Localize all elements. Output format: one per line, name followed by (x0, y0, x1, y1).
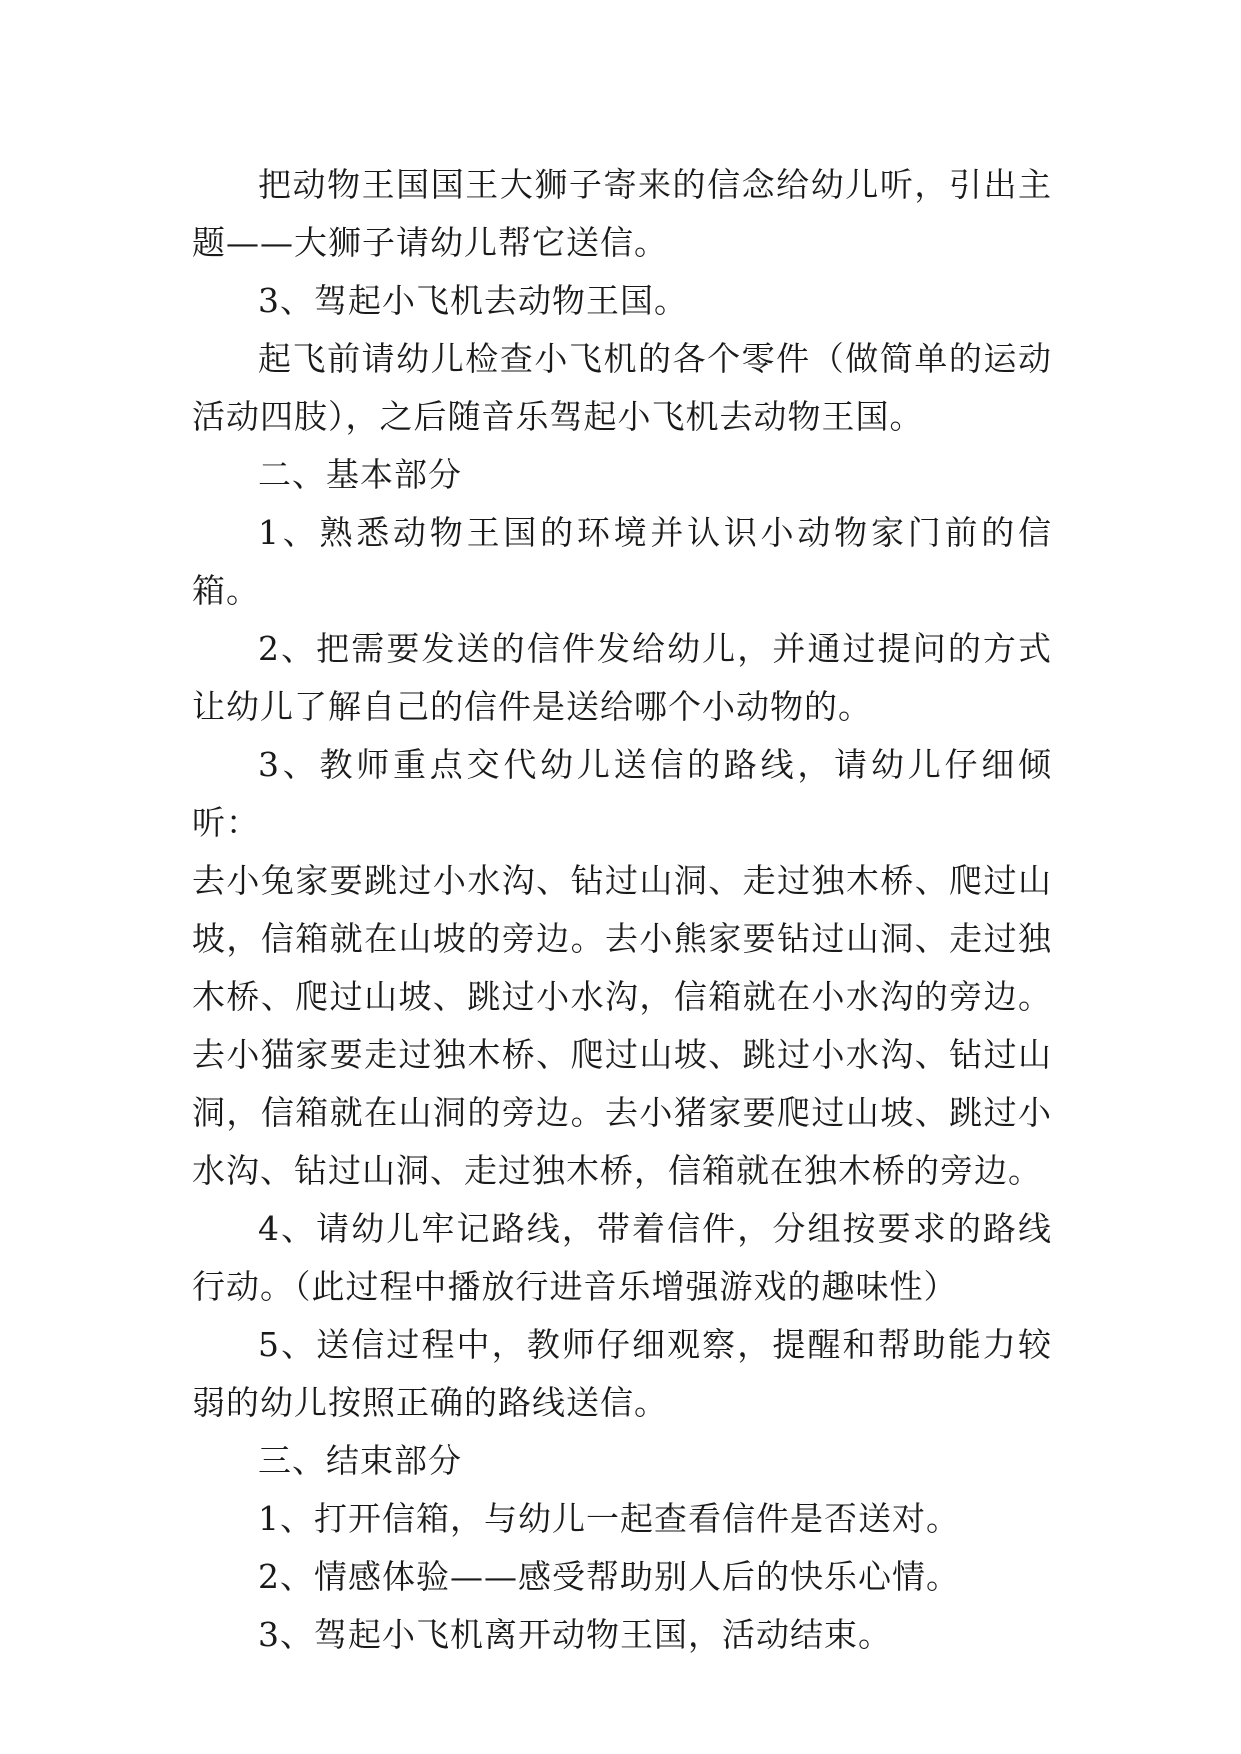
paragraph-ending-1: 1、打开信箱，与幼儿一起查看信件是否送对。 (258, 1499, 960, 1538)
paragraph-ending-3: 3、驾起小飞机离开动物王国，活动结束。 (258, 1615, 892, 1654)
paragraph-intro-letter: 把动物王国国王大狮子寄来的信念给幼儿听，引出主题——大狮子请幼儿帮它送信。 (192, 165, 1052, 262)
section-heading-ending: 三、结束部分 (258, 1441, 462, 1480)
paragraph-preflight-check: 起飞前请幼儿检查小飞机的各个零件（做简单的运动活动四肢），之后随音乐驾起小飞机去动物王国。 (192, 339, 1052, 436)
paragraph-basic-1: 1、熟悉动物王国的环境并认识小动物家门前的信箱。 (192, 513, 1052, 610)
paragraph-basic-2: 2、把需要发送的信件发给幼儿，并通过提问的方式让幼儿了解自己的信件是送给哪个小动物的。 (192, 629, 1052, 726)
section-heading-basic: 二、基本部分 (258, 455, 462, 494)
paragraph-basic-4: 4、请幼儿牢记路线，带着信件，分组按要求的路线行动。（此过程中播放行进音乐增强游戏的趣味性） (192, 1209, 1052, 1306)
paragraph-step-3-fly: 3、驾起小飞机去动物王国。 (258, 281, 688, 320)
paragraph-routes: 去小兔家要跳过小水沟、钻过山洞、走过独木桥、爬过山坡，信箱就在山坡的旁边。去小熊家要钻过山洞、走过独木桥、爬过山坡、跳过小水沟，信箱就在小水沟的旁边。去小猫家要走过独木桥、爬过山坡、跳过小水沟、钻过山洞，信箱就在山洞的旁边。去小猪家要爬过山坡、跳过小水沟、钻过山洞、走过独木桥，信箱就在独木桥的旁边。 (192, 861, 1052, 1190)
paragraph-ending-2: 2、情感体验——感受帮助别人后的快乐心情。 (258, 1557, 960, 1596)
document-body (192, 156, 1052, 1664)
paragraph-basic-3: 3、教师重点交代幼儿送信的路线，请幼儿仔细倾听： (192, 745, 1052, 842)
paragraph-basic-5: 5、送信过程中，教师仔细观察，提醒和帮助能力较弱的幼儿按照正确的路线送信。 (192, 1325, 1052, 1422)
